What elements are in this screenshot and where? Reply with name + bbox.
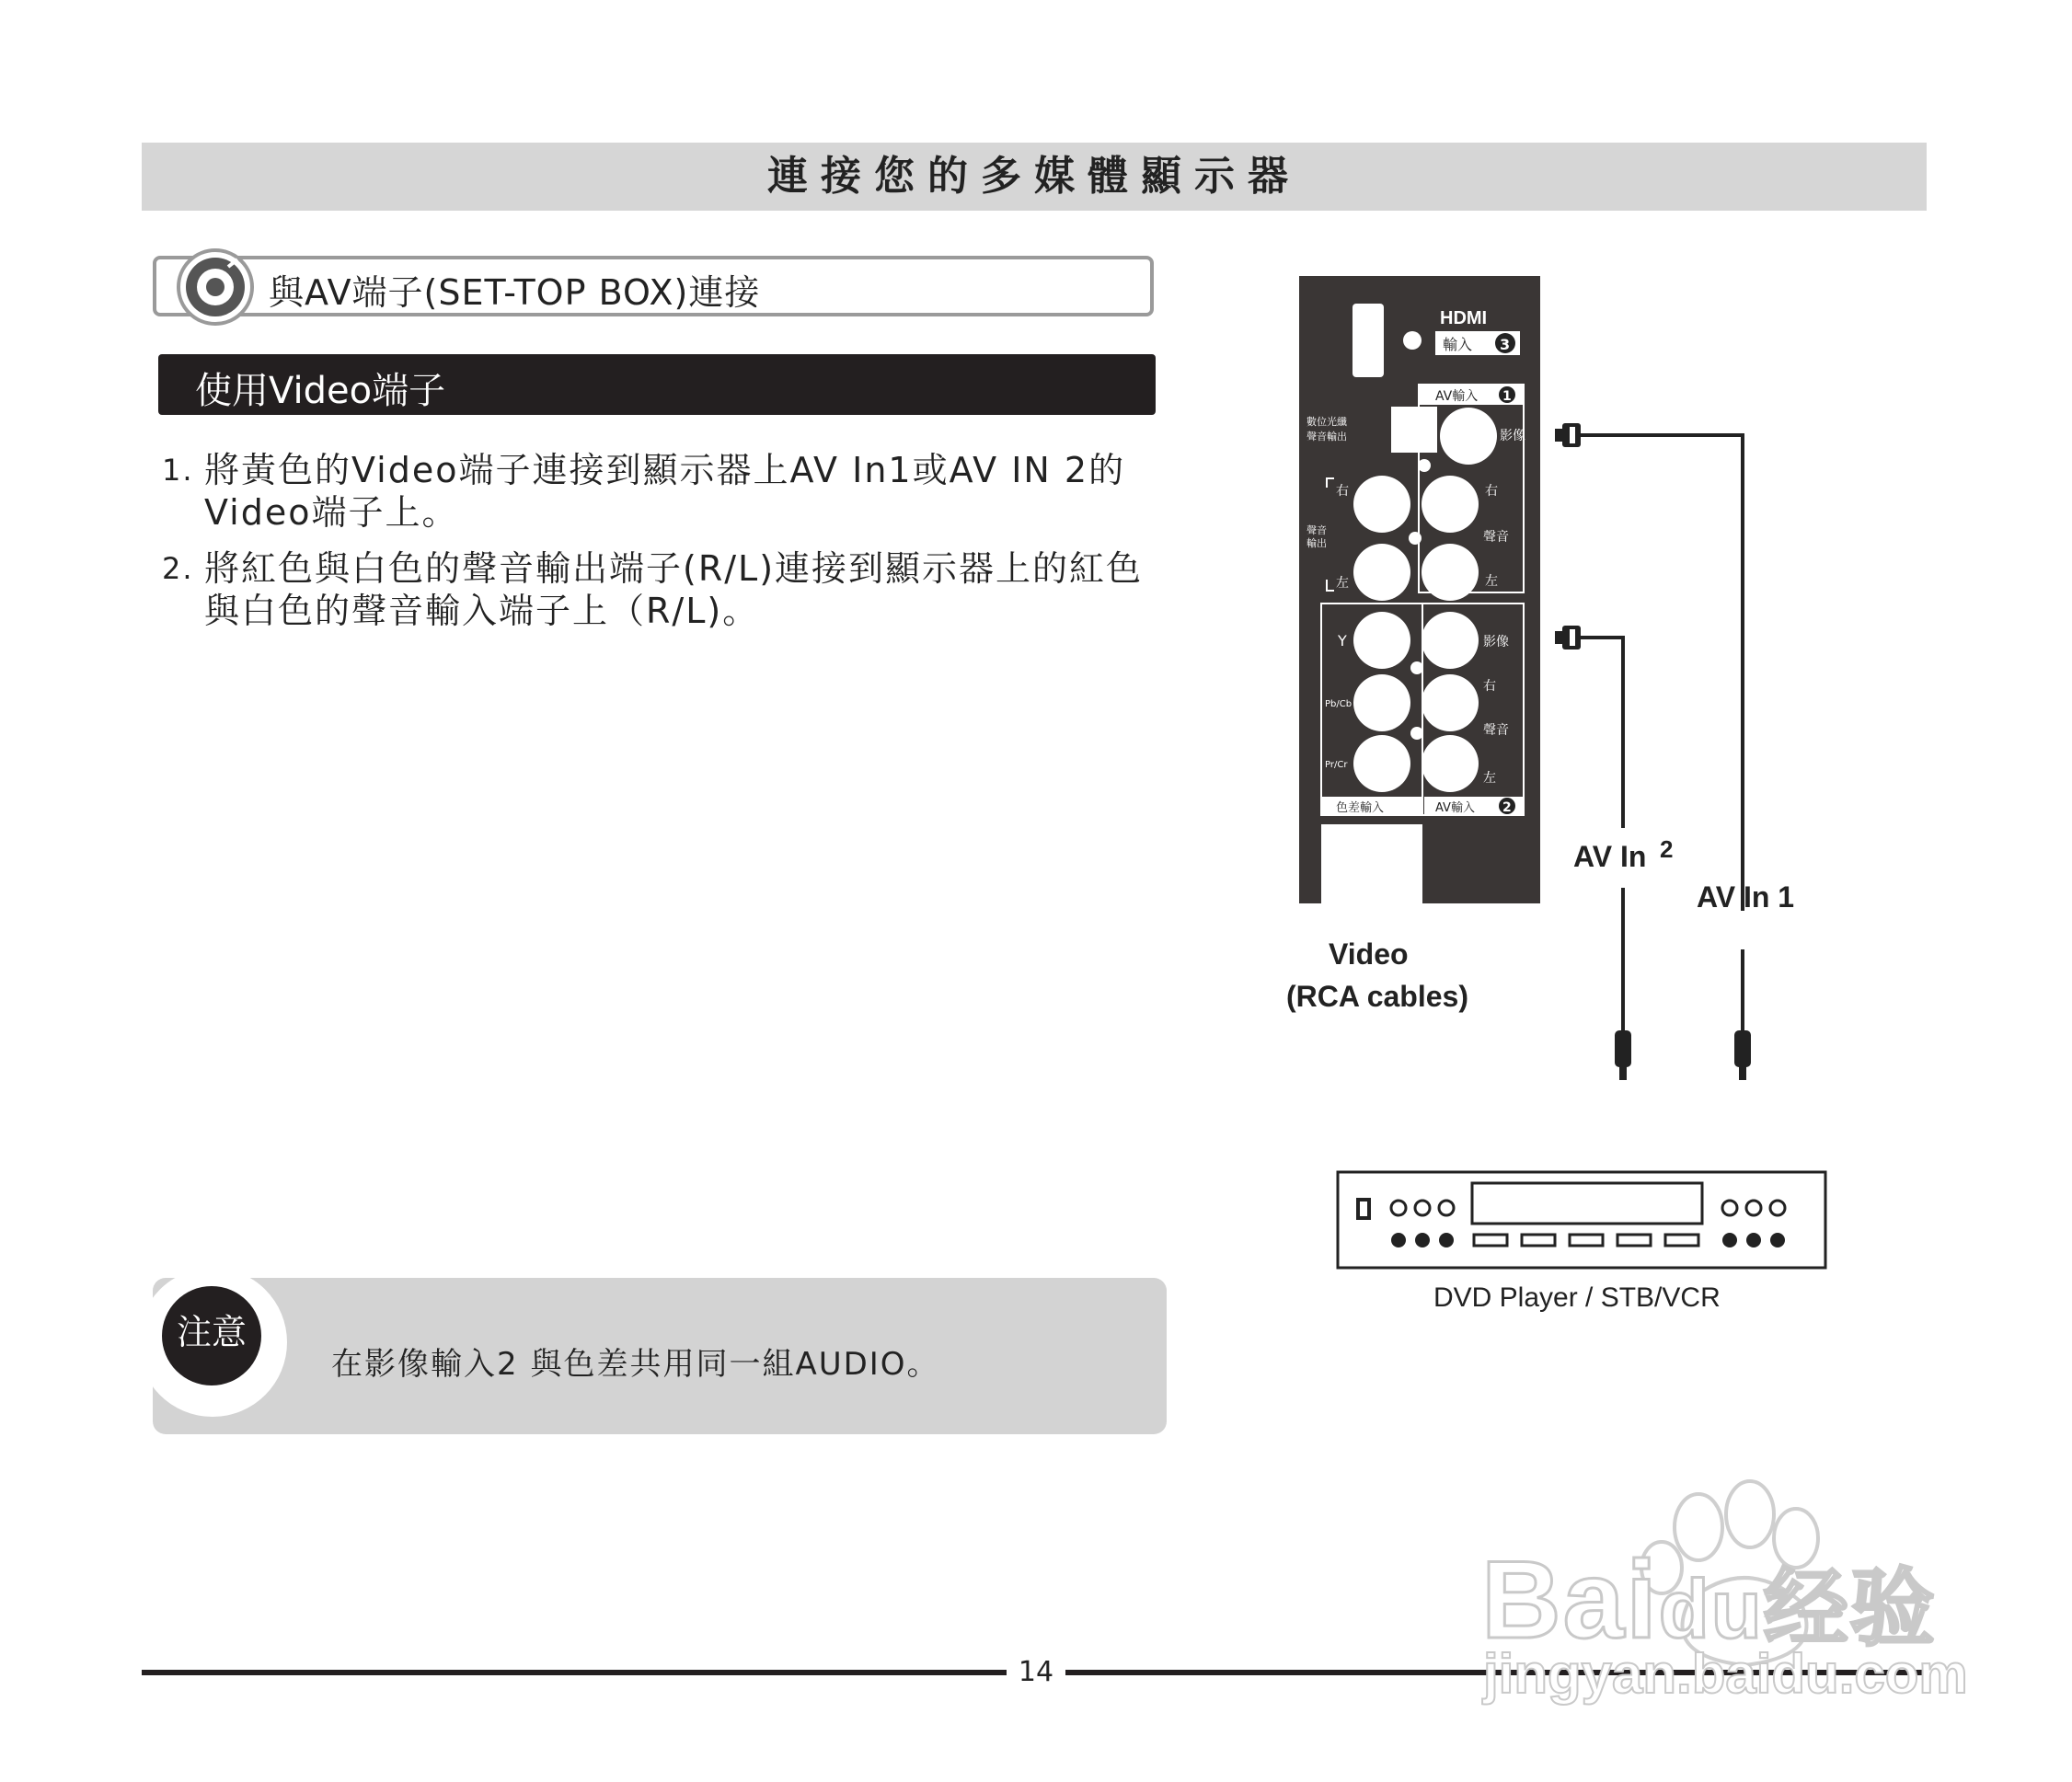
av-in-2-label: AV In — [1573, 840, 1647, 873]
hdmi-label: HDMI — [1440, 308, 1488, 328]
component-y-label: Y — [1338, 632, 1347, 650]
av1-number: 1 — [1502, 389, 1512, 404]
av-in-2-number: 2 — [1660, 835, 1674, 863]
optical-label-2: 聲音輸出 — [1307, 431, 1347, 443]
component-y-jack — [1353, 612, 1410, 669]
av2-audio-label: 聲音 — [1483, 723, 1509, 738]
watermark-url: jingyan.baidu.com — [1483, 1643, 1968, 1705]
hdmi-input-label: 輸入 — [1443, 336, 1473, 353]
component-pb-label: Pb/Cb — [1325, 699, 1353, 709]
av1-left-label: 左 — [1485, 574, 1498, 589]
audio-out-left-label: 左 — [1336, 576, 1349, 591]
av1-right-label: 右 — [1485, 484, 1498, 499]
hdmi-indicator — [1403, 331, 1422, 350]
av2-number: 2 — [1502, 800, 1512, 815]
av2-video-jack — [1422, 612, 1479, 669]
audio-out-right-label: 右 — [1336, 484, 1349, 499]
av2-audio-right-jack — [1422, 674, 1479, 731]
av1-audio-label: 聲音 — [1483, 530, 1509, 545]
panel-lower-slot — [1321, 824, 1422, 903]
dvd-player — [1338, 1172, 1825, 1268]
subheading-title: 使用Video端子 — [195, 370, 446, 412]
av1-audio-left-jack — [1422, 544, 1479, 601]
component-pr-jack — [1353, 735, 1410, 792]
av1-header: AV輸入 — [1435, 389, 1479, 404]
step-number: 1. — [162, 453, 194, 488]
component-footer: 色差輸入 — [1336, 801, 1385, 815]
note-text: 在影像輸入2 與色差共用同一組AUDIO。 — [331, 1346, 940, 1383]
component-pr-label: Pr/Cr — [1325, 760, 1348, 770]
connection-diagram — [1270, 267, 1969, 1352]
audio-out-label-2: 輸出 — [1307, 537, 1327, 549]
hdmi-input-number: 3 — [1500, 336, 1511, 353]
optical-audio-port — [1391, 407, 1437, 453]
step-number: 2. — [162, 551, 194, 586]
av2-left-label: 左 — [1483, 771, 1496, 786]
footer-rule-left — [142, 1670, 1007, 1675]
step-2 — [162, 547, 1183, 639]
page-number: 14 — [1018, 1656, 1054, 1688]
step-text: 將黃色的Video端子連接到顯示器上AV In1或AV IN 2的Video端子上。 — [204, 450, 1126, 533]
note-badge-label: 注意 — [176, 1312, 247, 1352]
av2-right-label: 右 — [1483, 679, 1496, 694]
step-text: 將紅色與白色的聲音輸出端子(R/L)連接到顯示器上的紅色與白色的聲音輸入端子上（R/L)。 — [204, 548, 1144, 631]
audio-out-right-jack — [1353, 476, 1410, 533]
av-in-1-cable — [1555, 423, 1751, 1080]
av1-video-label: 影像 — [1500, 429, 1525, 443]
audio-out-label-1: 聲音 — [1307, 524, 1327, 536]
device-label: DVD Player / STB/VCR — [1433, 1282, 1721, 1313]
av-in-1-label: AV In 1 — [1697, 880, 1795, 914]
optical-label-1: 數位光纖 — [1307, 416, 1347, 428]
cable-label-2: (RCA cables) — [1286, 980, 1468, 1013]
av2-footer: AV輸入 — [1435, 801, 1475, 815]
av1-audio-right-jack — [1422, 476, 1479, 533]
av1-video-jack — [1440, 408, 1497, 465]
component-pb-jack — [1353, 674, 1410, 731]
av2-video-label: 影像 — [1483, 635, 1509, 650]
hdmi-port — [1353, 304, 1384, 377]
cable-label-1: Video — [1329, 937, 1409, 971]
page-title: 連接您的多媒體顯示器 — [767, 153, 1301, 200]
disc-icon — [177, 248, 254, 326]
av2-audio-left-jack — [1422, 735, 1479, 792]
section-title: 與AV端子(SET-TOP BOX)連接 — [269, 272, 761, 313]
watermark-brand: Baidu经验 — [1481, 1538, 1937, 1661]
step-1 — [162, 449, 1183, 541]
audio-out-left-jack — [1353, 544, 1410, 601]
